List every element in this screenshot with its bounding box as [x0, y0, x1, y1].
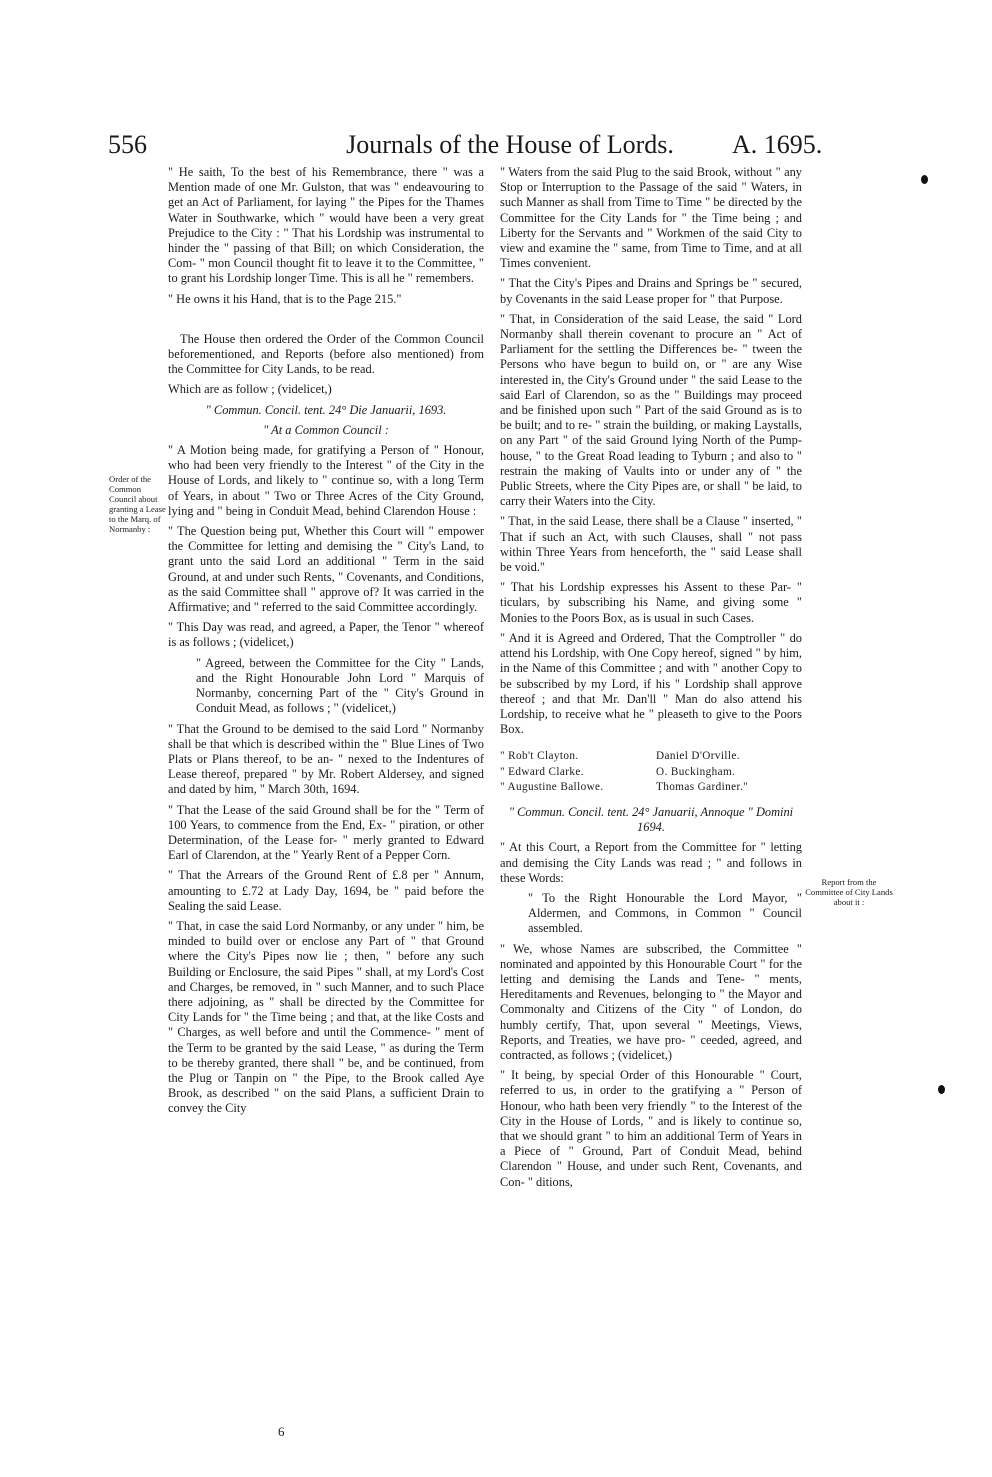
- ink-spot-icon: [921, 175, 928, 184]
- signer-name: O. Buckingham.: [656, 765, 736, 778]
- paragraph: " Commun. Concil. tent. 24° Die Januarii, 1693.: [205, 402, 447, 417]
- paragraph: " Waters from the said Plug to the said Brook, without " any Stop or Interruption to the Passage of the said " Waters, in such Manner as shall from Time to Time " be directed by the Committee for the City Lands for " the Time being ; and Liberty for the Servants and " Workmen of the said City to view and examine the " same, from Time to Time, and at all Times convenient.: [500, 165, 802, 271]
- paragraph: " That the Ground to be demised to the said Lord " Normanby shall be that which is described within the " Blue Lines of Two Plats or Plans thereof, to be an- " nexed to the Indentures of Lease thereof, prepared " by Mr. Robert Aldersey, and signed and dated by him, " March 30th, 1694.: [168, 721, 484, 797]
- journal-title: Journals of the House of Lords.: [346, 130, 674, 159]
- paragraph: Which are as follow ; (videlicet,): [168, 382, 332, 397]
- paragraph: " It being, by special Order of this Honourable " Court, referred to us, in order to the gratifying a " Person of Honour, who hath been very friendly " to the Interest of the City in the House of Lords, " and is likely to continue so, that we should grant " to him an additional Term of Years in a Piece of " Ground, Part of Conduit Mead, behind Clarendon " House, and under such Rent, Covenants, and Con- " ditions,: [500, 1068, 802, 1189]
- paragraph: " Agreed, between the Committee for the City " Lands, and the Right Honourable John Lord " Marquis of Normanby, concerning Part of the " City's Ground in Conduit Mead, as follows ; " (videlicet,): [196, 655, 484, 716]
- paragraph: " That, in the said Lease, there shall be a Clause " inserted, " That if such an Act, with such Clauses, shall " not pass within Three Years from henceforth, the " said Lease shall be void.": [500, 514, 802, 575]
- signer-name: " Augustine Ballowe.: [500, 780, 604, 793]
- paragraph: " At this Court, a Report from the Committee for " letting and demising the City Lands was read ; " and follows in these Words:: [500, 840, 802, 885]
- paragraph: " And it is Agreed and Ordered, That the Comptroller " do attend his Lordship, with One Copy hereof, signed " by him, in the Name of this Committee ; and with " another Copy to be subscribed by my Lord, if his " Lordship shall approve thereof ; and that Mr. Dan'll " Man do also attend his Lordship, to receive what he " pleaseth to give to the Poors Box.: [500, 630, 802, 737]
- margin-note-left: Order of the Common Council about granting a Lease to the Marq. of Normanby :: [109, 474, 166, 534]
- paragraph: " That, in Consideration of the said Lease, the said " Lord Normanby shall therein covenant to procure an " Act of Parliament for the settling the Differences be- " tween the Persons who have begun to build on, or " are any Wise interested in, the City's Ground under " the said Lease to the said Earl of Clarendon, so as the " Buildings may proceed and be finished upon such " Part of the said Ground as is to be built; and to re- " strain the building, or making Laystalls, on any Part " of the said Ground lying North of the Pump-house, " to the Great Road leading to Tyburn ; and also to " restrain the making of Vaults into or under any of " the Public Streets, where the City Pipes are, or shall " be laid, to carry their Waters into the City.: [500, 311, 802, 509]
- paragraph: " This Day was read, and agreed, a Paper, the Tenor " whereof is as follows ; (videlicet,): [168, 620, 484, 650]
- paragraph: " That the City's Pipes and Drains and Springs be " secured, by Covenants in the said Lease proper for " that Purpose.: [500, 276, 802, 306]
- margin-note-right: Report from the Committee of City Lands about it :: [805, 877, 893, 907]
- signer-name: Thomas Gardiner.": [656, 780, 749, 793]
- left-column: [168, 165, 484, 1122]
- paragraph: " That the Arrears of the Ground Rent of £.8 per " Annum, amounting to £.72 at Lady Day, 1694, be " paid before the Sealing the said Lease.: [168, 868, 484, 913]
- paragraph: " A Motion being made, for gratifying a Person of " Honour, who had been very friendly to the Interest " of the City in the House of Lords, and likely to " continue so, with a long Term of Years, in about " Two or Three Acres of the City Ground, lying and " being in Conduit Mead, behind Clarendon House :: [168, 443, 484, 518]
- ink-spot-icon: [938, 1085, 945, 1094]
- paragraph: " To the Right Honourable the Lord Mayor, " Aldermen, and Commons, in Common " Council assembled.: [528, 890, 802, 936]
- signature-mark: 6: [278, 1424, 285, 1439]
- paragraph: " He saith, To the best of his Remembrance, there " was a Mention made of one Mr. Gulston, that was " endeavouring to get an Act of Parliament, for laying " the Pipes for the Thames Water in Southwarke, which " would have been a very great Prejudice to the City : " That his Lordship was instrumental to hinder the " passing of that Bill; on which Consideration, the Com- " mon Council thought fit to leave it to the Committee, " to grant his Lordship longer Time. This is all he " remembers.: [168, 165, 484, 286]
- right-column: [500, 165, 802, 1195]
- signer-name: " Rob't Clayton.: [500, 750, 579, 763]
- committee-signatures: [500, 749, 802, 795]
- signer-name: " Edward Clarke.: [500, 765, 584, 778]
- paragraph: " The Question being put, Whether this Court will " empower the Committee for letting and demising the " City's Land, to grant unto the said Lord an additional " Term in the said Ground, at and under such Rents, " Covenants, and Conditions, as the said Committee shall " approve of? It was carried in the Affirmative; and " referred to the said Committee accordingly.: [168, 524, 484, 615]
- paragraph: " Commun. Concil. tent. 24° Januarii, Annoque " Domini 1694.: [508, 804, 794, 835]
- paragraph: " He owns it his Hand, that is to the Page 215.": [168, 291, 402, 306]
- signer-name: Daniel D'Orville.: [656, 750, 740, 763]
- paragraph: " That his Lordship expresses his Assent to these Par- " ticulars, by subscribing his Name, and giving some " Monies to the Poors Box, as is usual in such Cases.: [500, 580, 802, 625]
- page-number: 556: [108, 130, 147, 159]
- journal-year: A. 1695.: [732, 130, 823, 159]
- paragraph: " We, whose Names are subscribed, the Committee " nominated and appointed by this Honourable Court " for the letting and demising the Lands and Tene- " ments, Hereditaments and Revenues, belonging to " the Mayor and Commonalty and Citizens of the City " of London, do humbly certify, That, upon several " Meetings, Views, Reports, and Treaties, we have pro- " ceeded, agreed, and contracted, as follows ; (videlicet,): [500, 941, 802, 1062]
- paragraph: The House then ordered the Order of the Common Council beforementioned, and Reports (before also mentioned) from the Committee for City Lands, to be read.: [168, 331, 484, 377]
- paragraph: " That, in case the said Lord Normanby, or any under " him, be minded to build over or enclose any Part of " that Ground where the City's Pipes now lie ; then, " before any such Building or Enclosure, the said Pipes " shall, at my Lord's Cost and Charges, be removed, in " such Manner, and to such Place there adjoining, as " shall be directed by the Committee for City Lands for " the Time being ; and that, at the like Costs and " Charges, as well before and until the Commence- " ment of the Term to be granted by the said Lease, " as during the Term to be thereby granted, there shall " be, and be continued, from the Plug or Tanpin on " the Pipe, to the Brook called Aye Brook, as described " on the said Plans, a sufficient Drain to convey the City: [168, 918, 484, 1116]
- paragraph: " At a Common Council :: [263, 422, 389, 437]
- paragraph: " That the Lease of the said Ground shall be for the " Term of 100 Years, to commence from the End, Ex- " piration, or other Determination, of the Lease for- " merly granted to Edward Earl of Clarendon, at the " Yearly Rent of a Pepper Corn.: [168, 802, 484, 863]
